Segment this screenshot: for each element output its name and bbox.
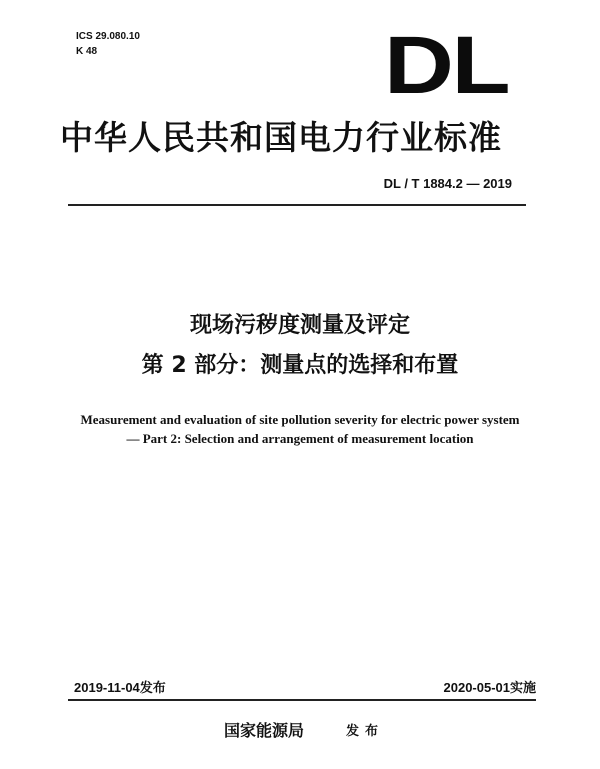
classification-code: K 48 xyxy=(76,46,98,57)
document-title-cn-line2: 第 2 部分：测量点的选择和布置 xyxy=(141,353,459,378)
implementation-date: 2020-05-01实施 xyxy=(443,680,536,695)
publish-verb: 发布 xyxy=(346,724,385,739)
issue-date: 2019-11-04发布 xyxy=(74,680,166,695)
document-title-cn-line1: 现场污秽度测量及评定 xyxy=(189,313,410,338)
standard-number: DL / T 1884.2 — 2019 xyxy=(383,176,512,191)
bottom-divider xyxy=(68,699,536,701)
dl-logo: DL xyxy=(384,20,509,111)
publisher-name: 国家能源局 xyxy=(224,721,305,740)
document-title-en-line1: Measurement and evaluation of site pollution severity for electric power system xyxy=(80,412,520,427)
ics-code: ICS 29.080.10 xyxy=(76,31,140,42)
document-title-en-line2: — Part 2: Selection and arrangement of measurement location xyxy=(126,431,474,446)
standard-title: 中华人民共和国电力行业标准 xyxy=(60,118,502,157)
top-divider xyxy=(68,204,526,206)
